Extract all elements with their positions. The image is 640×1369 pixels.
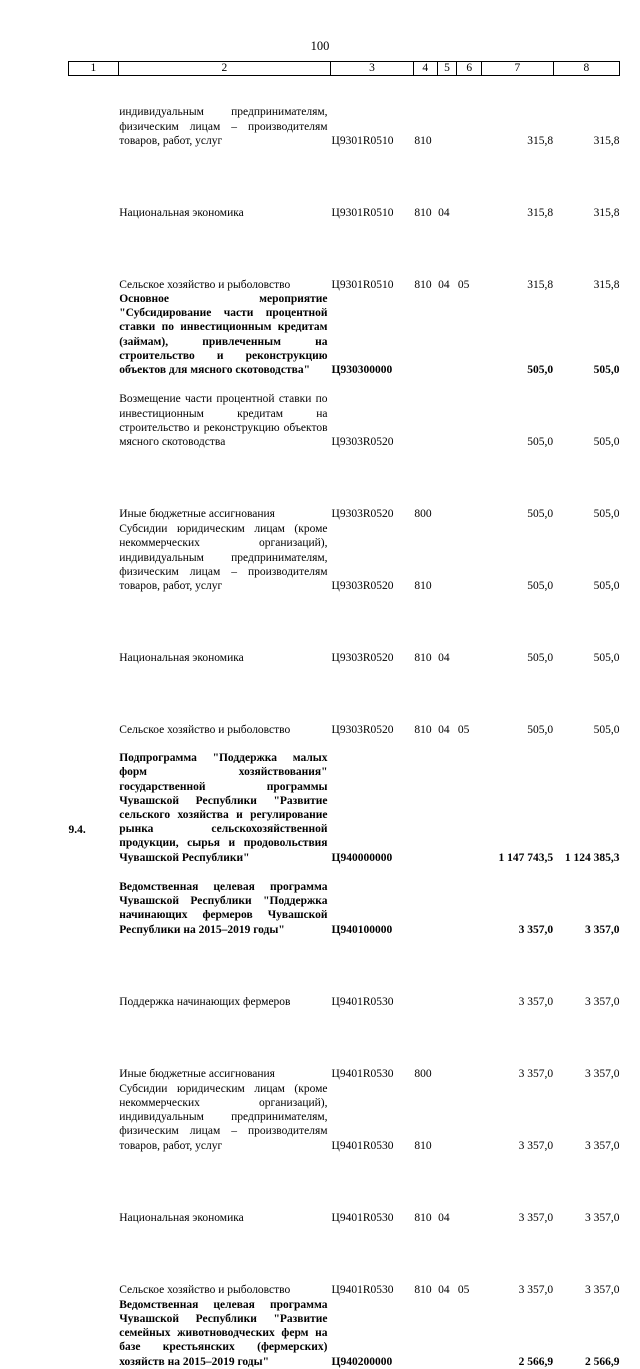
column-number-header: [69, 62, 620, 76]
row-code: Ц9401R0530: [331, 1283, 394, 1296]
row-col4: 810: [414, 1211, 432, 1224]
row-col6: [457, 1297, 482, 1369]
row-name: Поддержка начинающих фермеров: [119, 995, 291, 1008]
row-col6: [457, 148, 482, 220]
row-col4: 810: [414, 580, 432, 593]
row-amount-col8: 3 357,0: [585, 995, 620, 1008]
row-name: Субсидии юридическим лицам (кроме некоммерческих организаций), индивидуальным предпринимателям, физическим лицам – производителям товаров, работ, услуг: [119, 1082, 328, 1152]
row-number: [69, 521, 119, 593]
row-col4: 810: [414, 206, 432, 219]
column-header-5: 5: [437, 62, 457, 76]
row-number: [69, 1009, 119, 1081]
row-code: Ц940000000: [331, 851, 393, 864]
row-amount-col7: 505,0: [527, 436, 554, 449]
table-row: [69, 1225, 620, 1297]
row-code: Ц9303R0520: [331, 724, 394, 737]
row-col4: 810: [414, 724, 432, 737]
row-name: Субсидии юридическим лицам (кроме некоммерческих организаций), индивидуальным предпринимателям, физическим лицам – производителям товаров, работ, услуг: [119, 523, 328, 593]
table-body: [69, 76, 620, 1369]
row-col5: 04: [438, 652, 450, 665]
row-name: Национальная экономика: [119, 1211, 244, 1224]
row-code: Ц930300000: [331, 364, 393, 377]
row-amount-col7: 505,0: [527, 364, 554, 377]
row-amount-col8: 315,8: [593, 134, 620, 147]
row-name: Сельское хозяйство и рыболовство: [119, 278, 291, 291]
table-row: [69, 76, 620, 149]
row-col4: [413, 937, 437, 1009]
row-amount-col7: 315,8: [527, 278, 554, 291]
row-code: Ц9303R0520: [331, 436, 394, 449]
row-number: [69, 937, 119, 1009]
row-name: Иные бюджетные ассигнования: [119, 1067, 275, 1080]
row-col5: [437, 937, 457, 1009]
row-number: [69, 1297, 119, 1369]
row-number: 9.4.: [68, 824, 86, 837]
row-amount-col8: 3 357,0: [585, 1139, 620, 1152]
row-amount-col7: 505,0: [527, 508, 554, 521]
row-amount-col8: 1 124 385,3: [564, 851, 620, 864]
row-code: Ц9401R0530: [331, 1067, 394, 1080]
table-row: [69, 751, 620, 865]
row-col5: 04: [438, 724, 450, 737]
row-code: Ц940100000: [331, 923, 393, 936]
row-amount-col8: 3 357,0: [585, 1211, 620, 1224]
table-row: [69, 593, 620, 665]
row-number: [69, 220, 119, 292]
row-col6: [457, 292, 482, 377]
row-amount-col8: 3 357,0: [585, 1067, 620, 1080]
row-col5: 04: [438, 1283, 450, 1296]
row-number: [69, 449, 119, 521]
row-col6: [457, 751, 482, 865]
row-col5: [437, 865, 457, 937]
spacer-cell: [69, 737, 620, 751]
row-number: [69, 1225, 119, 1297]
table-row: [69, 1009, 620, 1081]
column-header-4: 4: [413, 62, 437, 76]
row-col4: [413, 377, 437, 449]
row-code: Ц9301R0510: [331, 206, 394, 219]
row-col5: [437, 377, 457, 449]
row-col6: [457, 377, 482, 449]
row-amount-col8: 505,0: [593, 436, 620, 449]
row-col5: 04: [438, 278, 450, 291]
row-col4: [413, 1297, 437, 1369]
row-name: индивидуальным предпринимателям, физическим лицам – производителям товаров, работ, услуг: [119, 106, 328, 147]
row-col4: 810: [414, 134, 432, 147]
row-code: Ц9301R0510: [331, 278, 394, 291]
row-col4: 810: [414, 1283, 432, 1296]
column-header-8: 8: [553, 62, 619, 76]
row-code: Ц940200000: [331, 1355, 393, 1368]
row-col4: 810: [414, 652, 432, 665]
row-name: Иные бюджетные ассигнования: [119, 508, 275, 521]
row-col5: [437, 292, 457, 377]
row-name: Ведомственная целевая программа Чувашской Республики "Поддержка начинающих фермеров Чувашской Республики на 2015–2019 годы": [119, 881, 328, 936]
row-name: Национальная экономика: [119, 652, 244, 665]
row-code: Ц9401R0530: [331, 1139, 394, 1152]
row-col6: 05: [457, 1283, 470, 1296]
column-header-7: 7: [482, 62, 553, 76]
row-amount-col8: 315,8: [593, 206, 620, 219]
row-name: Сельское хозяйство и рыболовство: [119, 1283, 291, 1296]
row-col6: 05: [457, 724, 470, 737]
row-amount-col8: 505,0: [593, 652, 620, 665]
table-row: [69, 449, 620, 521]
row-amount-col7: 3 357,0: [518, 1211, 554, 1224]
row-col5: [437, 449, 457, 521]
row-amount-col8: 2 566,9: [585, 1355, 620, 1368]
row-col5: [437, 521, 457, 593]
row-number: [69, 865, 119, 937]
row-col6: [457, 1081, 482, 1153]
row-amount-col7: 315,8: [527, 206, 554, 219]
row-number: [69, 1081, 119, 1153]
budget-table: [68, 61, 620, 1369]
row-number: [69, 593, 119, 665]
row-col4: [413, 865, 437, 937]
row-col5: [437, 76, 457, 149]
row-col5: 04: [438, 1211, 450, 1224]
row-code: Ц9301R0510: [331, 134, 394, 147]
row-col5: [437, 1009, 457, 1081]
row-code: Ц9303R0520: [331, 580, 394, 593]
table-row: [69, 865, 620, 937]
row-name: Подпрограмма "Поддержка малых форм хозяйствования" государственной программы Чувашской Республики "Развитие сельского хозяйства и регулирование рынка сельскохозяйственной продукции, сырья и продовольствия Чувашской Республики": [119, 752, 328, 864]
row-col6: [457, 1153, 482, 1225]
row-name: Основное мероприятие "Субсидирование части процентной ставки по инвестиционным кредитам (займам), привлеченным на строительство и реконструкцию объектов для мясного скотоводства": [119, 293, 328, 377]
row-amount-col7: 3 357,0: [518, 1283, 554, 1296]
row-amount-col8: 315,8: [593, 278, 620, 291]
row-col6: [457, 76, 482, 149]
column-header-1: 1: [69, 62, 119, 76]
row-amount-col7: 315,8: [527, 134, 554, 147]
row-col4: 800: [414, 1067, 432, 1080]
row-name: Сельское хозяйство и рыболовство: [119, 724, 291, 737]
row-amount-col8: 505,0: [593, 364, 620, 377]
table-row: [69, 220, 620, 292]
row-amount-col7: 2 566,9: [518, 1355, 554, 1368]
row-col5: 04: [438, 206, 450, 219]
row-amount-col7: 3 357,0: [518, 1067, 554, 1080]
table-row: [69, 1153, 620, 1225]
column-header-3: 3: [331, 62, 414, 76]
column-header-6: 6: [457, 62, 482, 76]
row-col6: 05: [457, 278, 470, 291]
row-code: Ц9401R0530: [331, 995, 394, 1008]
row-col5: [437, 1297, 457, 1369]
table-row: [69, 148, 620, 220]
row-number: [69, 148, 119, 220]
row-col5: [437, 1081, 457, 1153]
row-amount-col7: 505,0: [527, 652, 554, 665]
row-code: Ц9303R0520: [331, 508, 394, 521]
row-amount-col7: 3 357,0: [518, 1139, 554, 1152]
table-row: [69, 665, 620, 737]
row-col6: [457, 593, 482, 665]
row-amount-col8: 505,0: [593, 580, 620, 593]
row-number: [69, 377, 119, 449]
row-number: [69, 1153, 119, 1225]
row-amount-col8: 3 357,0: [585, 923, 620, 936]
column-header-2: 2: [118, 62, 330, 76]
row-amount-col7: 3 357,0: [518, 923, 554, 936]
row-name: Национальная экономика: [119, 206, 244, 219]
row-amount-col7: 1 147 743,5: [498, 851, 554, 864]
table-row: [69, 521, 620, 593]
table-row: [69, 937, 620, 1009]
row-amount-col7: 505,0: [527, 724, 554, 737]
row-number: [69, 292, 119, 377]
table-row: [69, 377, 620, 449]
table-row: [69, 292, 620, 377]
row-col4: 800: [414, 508, 432, 521]
row-col6: [457, 937, 482, 1009]
row-col4: 810: [414, 278, 432, 291]
row-amount-col7: 3 357,0: [518, 995, 554, 1008]
row-col6: [457, 865, 482, 937]
row-amount-col8: 505,0: [593, 508, 620, 521]
row-number: [69, 76, 119, 149]
row-amount-col7: 505,0: [527, 580, 554, 593]
page-number: 100: [310, 39, 330, 53]
row-col4: 810: [414, 1139, 432, 1152]
row-code: Ц9401R0530: [331, 1211, 394, 1224]
row-col6: [457, 521, 482, 593]
row-code: Ц9303R0520: [331, 652, 394, 665]
row-col5: [437, 751, 457, 865]
row-name: Ведомственная целевая программа Чувашской Республики "Развитие семейных животноводческих ферм на базе крестьянских (фермерских) хозяйств на 2015–2019 годы": [119, 1298, 328, 1368]
row-col6: [457, 1009, 482, 1081]
row-name: Возмещение части процентной ставки по инвестиционным кредитам на строительство и реконструкцию объектов мясного скотоводства: [119, 393, 328, 449]
table-row: [69, 1081, 620, 1153]
table-row: [69, 1297, 620, 1369]
row-col4: [413, 751, 437, 865]
row-amount-col8: 505,0: [593, 724, 620, 737]
row-amount-col8: 3 357,0: [585, 1283, 620, 1296]
row-number: [69, 665, 119, 737]
row-col6: [457, 449, 482, 521]
row-col4: [413, 292, 437, 377]
spacer-row: [69, 737, 620, 751]
